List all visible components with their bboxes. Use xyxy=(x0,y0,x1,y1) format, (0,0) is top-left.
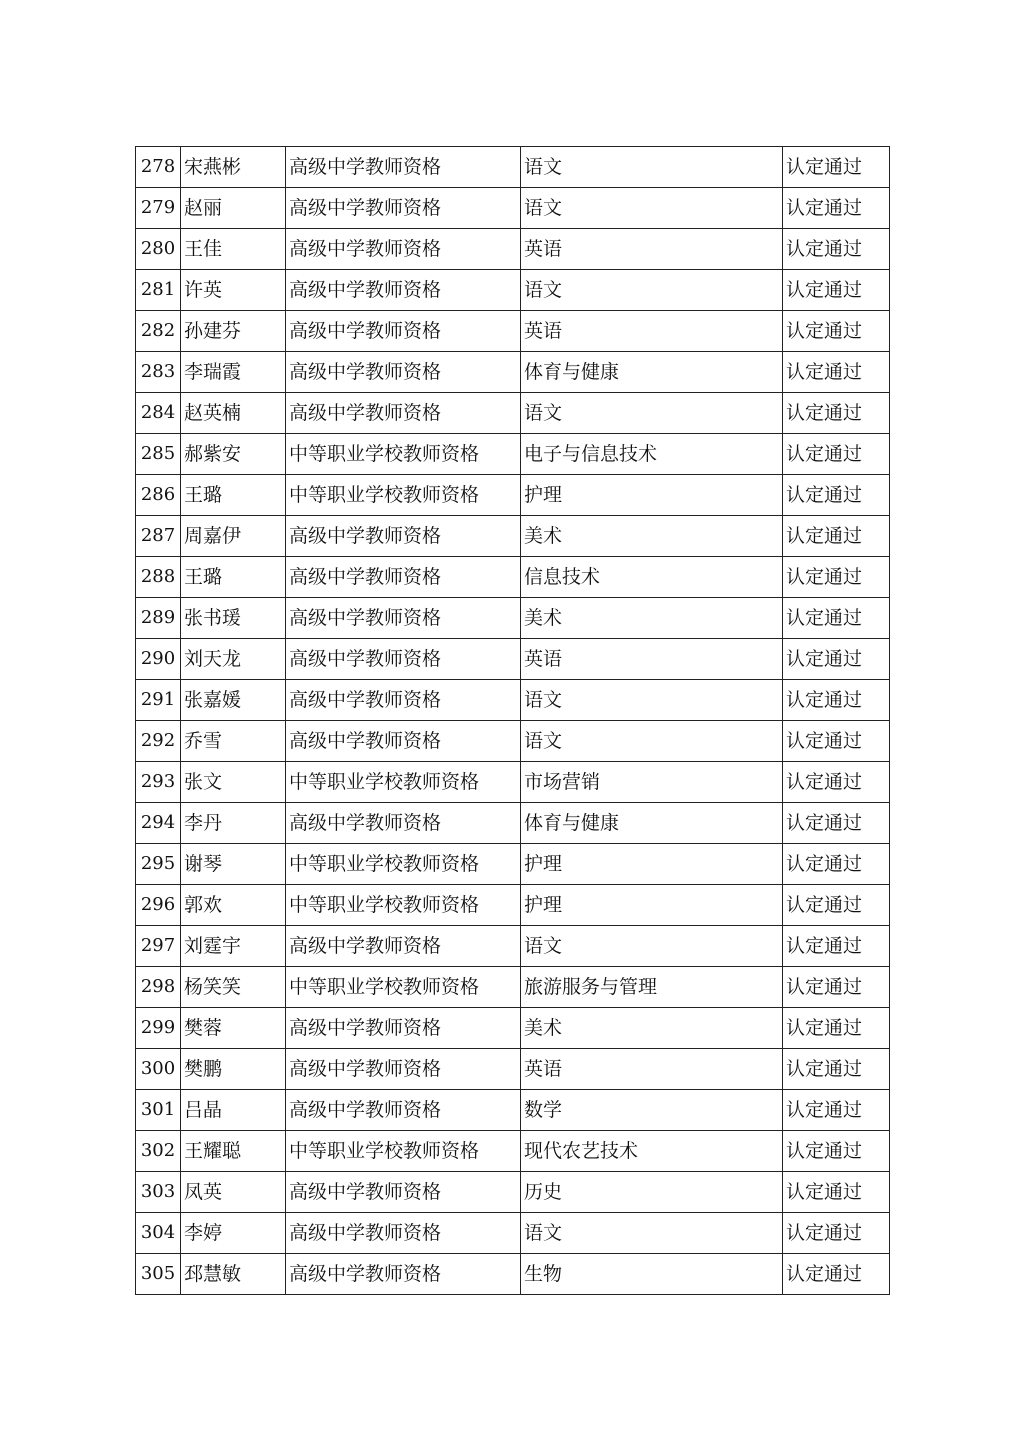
subject-cell: 护理 xyxy=(521,475,783,516)
applicant-name-cell: 周嘉伊 xyxy=(181,516,286,557)
subject-cell: 语文 xyxy=(521,270,783,311)
table-row xyxy=(136,926,890,967)
applicant-name-cell: 樊蓉 xyxy=(181,1008,286,1049)
table-row xyxy=(136,1254,890,1295)
qualification-type-cell: 高级中学教师资格 xyxy=(286,147,521,188)
row-number-cell: 304 xyxy=(136,1213,181,1254)
table-row xyxy=(136,762,890,803)
row-number-cell: 297 xyxy=(136,926,181,967)
applicant-name-cell: 刘霆宇 xyxy=(181,926,286,967)
table-row xyxy=(136,188,890,229)
qualification-type-cell: 高级中学教师资格 xyxy=(286,803,521,844)
certification-result-cell: 认定通过 xyxy=(783,516,890,557)
subject-cell: 语文 xyxy=(521,926,783,967)
subject-cell: 信息技术 xyxy=(521,557,783,598)
applicant-name-cell: 王耀聪 xyxy=(181,1131,286,1172)
subject-cell: 语文 xyxy=(521,721,783,762)
qualification-type-cell: 高级中学教师资格 xyxy=(286,557,521,598)
subject-cell: 语文 xyxy=(521,147,783,188)
applicant-name-cell: 凤英 xyxy=(181,1172,286,1213)
applicant-name-cell: 刘天龙 xyxy=(181,639,286,680)
table-row xyxy=(136,1049,890,1090)
applicant-name-cell: 郝紫安 xyxy=(181,434,286,475)
certification-result-cell: 认定通过 xyxy=(783,598,890,639)
qualification-type-cell: 高级中学教师资格 xyxy=(286,639,521,680)
row-number-cell: 283 xyxy=(136,352,181,393)
table-row xyxy=(136,229,890,270)
row-number-cell: 302 xyxy=(136,1131,181,1172)
qualification-type-cell: 中等职业学校教师资格 xyxy=(286,475,521,516)
certification-result-cell: 认定通过 xyxy=(783,352,890,393)
table-row xyxy=(136,1008,890,1049)
subject-cell: 美术 xyxy=(521,1008,783,1049)
row-number-cell: 287 xyxy=(136,516,181,557)
applicant-name-cell: 许英 xyxy=(181,270,286,311)
certification-result-cell: 认定通过 xyxy=(783,229,890,270)
table-row xyxy=(136,721,890,762)
subject-cell: 现代农艺技术 xyxy=(521,1131,783,1172)
applicant-name-cell: 宋燕彬 xyxy=(181,147,286,188)
subject-cell: 体育与健康 xyxy=(521,352,783,393)
table-body xyxy=(136,147,890,1295)
subject-cell: 语文 xyxy=(521,1213,783,1254)
applicant-name-cell: 杨笑笑 xyxy=(181,967,286,1008)
subject-cell: 数学 xyxy=(521,1090,783,1131)
qualification-type-cell: 高级中学教师资格 xyxy=(286,926,521,967)
applicant-name-cell: 李丹 xyxy=(181,803,286,844)
subject-cell: 英语 xyxy=(521,639,783,680)
table-row xyxy=(136,598,890,639)
applicant-name-cell: 樊鹏 xyxy=(181,1049,286,1090)
certification-result-cell: 认定通过 xyxy=(783,1254,890,1295)
qualification-type-cell: 高级中学教师资格 xyxy=(286,311,521,352)
subject-cell: 旅游服务与管理 xyxy=(521,967,783,1008)
applicant-name-cell: 王佳 xyxy=(181,229,286,270)
qualification-type-cell: 高级中学教师资格 xyxy=(286,229,521,270)
table-row xyxy=(136,1131,890,1172)
subject-cell: 语文 xyxy=(521,393,783,434)
table-row xyxy=(136,311,890,352)
table-row xyxy=(136,475,890,516)
table-row xyxy=(136,434,890,475)
qualification-type-cell: 高级中学教师资格 xyxy=(286,188,521,229)
qualification-type-cell: 高级中学教师资格 xyxy=(286,516,521,557)
subject-cell: 电子与信息技术 xyxy=(521,434,783,475)
certification-result-cell: 认定通过 xyxy=(783,393,890,434)
certification-result-cell: 认定通过 xyxy=(783,188,890,229)
qualification-type-cell: 高级中学教师资格 xyxy=(286,1254,521,1295)
row-number-cell: 299 xyxy=(136,1008,181,1049)
row-number-cell: 300 xyxy=(136,1049,181,1090)
applicant-name-cell: 李婷 xyxy=(181,1213,286,1254)
qualification-type-cell: 高级中学教师资格 xyxy=(286,352,521,393)
row-number-cell: 294 xyxy=(136,803,181,844)
row-number-cell: 298 xyxy=(136,967,181,1008)
table-row xyxy=(136,803,890,844)
table-row xyxy=(136,352,890,393)
subject-cell: 语文 xyxy=(521,188,783,229)
applicant-name-cell: 郭欢 xyxy=(181,885,286,926)
row-number-cell: 278 xyxy=(136,147,181,188)
subject-cell: 英语 xyxy=(521,229,783,270)
certification-result-cell: 认定通过 xyxy=(783,1131,890,1172)
certification-result-cell: 认定通过 xyxy=(783,1172,890,1213)
certification-result-cell: 认定通过 xyxy=(783,1090,890,1131)
certification-result-cell: 认定通过 xyxy=(783,803,890,844)
qualification-type-cell: 高级中学教师资格 xyxy=(286,1213,521,1254)
qualification-type-cell: 高级中学教师资格 xyxy=(286,721,521,762)
table-row xyxy=(136,516,890,557)
qualification-type-cell: 高级中学教师资格 xyxy=(286,270,521,311)
table-row xyxy=(136,1213,890,1254)
certification-result-cell: 认定通过 xyxy=(783,680,890,721)
qualification-type-cell: 高级中学教师资格 xyxy=(286,680,521,721)
subject-cell: 市场营销 xyxy=(521,762,783,803)
qualification-type-cell: 高级中学教师资格 xyxy=(286,1049,521,1090)
subject-cell: 护理 xyxy=(521,844,783,885)
row-number-cell: 295 xyxy=(136,844,181,885)
subject-cell: 历史 xyxy=(521,1172,783,1213)
row-number-cell: 289 xyxy=(136,598,181,639)
qualification-type-cell: 高级中学教师资格 xyxy=(286,393,521,434)
table-row xyxy=(136,147,890,188)
qualification-type-cell: 高级中学教师资格 xyxy=(286,598,521,639)
subject-cell: 护理 xyxy=(521,885,783,926)
row-number-cell: 279 xyxy=(136,188,181,229)
qualification-type-cell: 中等职业学校教师资格 xyxy=(286,844,521,885)
applicant-name-cell: 邳慧敏 xyxy=(181,1254,286,1295)
certification-result-cell: 认定通过 xyxy=(783,926,890,967)
table-row xyxy=(136,680,890,721)
table-row xyxy=(136,557,890,598)
subject-cell: 体育与健康 xyxy=(521,803,783,844)
table-row xyxy=(136,639,890,680)
applicant-name-cell: 王璐 xyxy=(181,475,286,516)
subject-cell: 美术 xyxy=(521,516,783,557)
certification-result-cell: 认定通过 xyxy=(783,885,890,926)
certification-result-cell: 认定通过 xyxy=(783,434,890,475)
certification-result-cell: 认定通过 xyxy=(783,1049,890,1090)
qualification-type-cell: 高级中学教师资格 xyxy=(286,1172,521,1213)
row-number-cell: 285 xyxy=(136,434,181,475)
applicant-name-cell: 赵英楠 xyxy=(181,393,286,434)
certification-result-cell: 认定通过 xyxy=(783,639,890,680)
table-row xyxy=(136,1090,890,1131)
certification-result-cell: 认定通过 xyxy=(783,762,890,803)
qualification-type-cell: 高级中学教师资格 xyxy=(286,1008,521,1049)
table-row xyxy=(136,1172,890,1213)
qualification-type-cell: 中等职业学校教师资格 xyxy=(286,885,521,926)
certification-result-cell: 认定通过 xyxy=(783,844,890,885)
subject-cell: 生物 xyxy=(521,1254,783,1295)
row-number-cell: 280 xyxy=(136,229,181,270)
row-number-cell: 282 xyxy=(136,311,181,352)
subject-cell: 英语 xyxy=(521,1049,783,1090)
subject-cell: 英语 xyxy=(521,311,783,352)
applicant-name-cell: 赵丽 xyxy=(181,188,286,229)
certification-result-cell: 认定通过 xyxy=(783,1213,890,1254)
row-number-cell: 303 xyxy=(136,1172,181,1213)
row-number-cell: 296 xyxy=(136,885,181,926)
row-number-cell: 292 xyxy=(136,721,181,762)
table-row xyxy=(136,844,890,885)
row-number-cell: 288 xyxy=(136,557,181,598)
row-number-cell: 281 xyxy=(136,270,181,311)
qualification-type-cell: 中等职业学校教师资格 xyxy=(286,967,521,1008)
applicant-name-cell: 乔雪 xyxy=(181,721,286,762)
certification-result-cell: 认定通过 xyxy=(783,147,890,188)
table-row xyxy=(136,885,890,926)
row-number-cell: 305 xyxy=(136,1254,181,1295)
certification-result-cell: 认定通过 xyxy=(783,557,890,598)
qualification-type-cell: 高级中学教师资格 xyxy=(286,1090,521,1131)
table-row xyxy=(136,270,890,311)
applicant-name-cell: 张嘉媛 xyxy=(181,680,286,721)
certification-result-cell: 认定通过 xyxy=(783,967,890,1008)
certification-result-cell: 认定通过 xyxy=(783,475,890,516)
row-number-cell: 286 xyxy=(136,475,181,516)
row-number-cell: 291 xyxy=(136,680,181,721)
qualification-type-cell: 中等职业学校教师资格 xyxy=(286,1131,521,1172)
applicant-name-cell: 王璐 xyxy=(181,557,286,598)
teacher-certification-table xyxy=(135,146,890,1295)
certification-result-cell: 认定通过 xyxy=(783,270,890,311)
applicant-name-cell: 张文 xyxy=(181,762,286,803)
qualification-type-cell: 中等职业学校教师资格 xyxy=(286,762,521,803)
qualification-type-cell: 中等职业学校教师资格 xyxy=(286,434,521,475)
certification-result-cell: 认定通过 xyxy=(783,1008,890,1049)
applicant-name-cell: 吕晶 xyxy=(181,1090,286,1131)
subject-cell: 美术 xyxy=(521,598,783,639)
certification-result-cell: 认定通过 xyxy=(783,721,890,762)
applicant-name-cell: 张书瑗 xyxy=(181,598,286,639)
row-number-cell: 284 xyxy=(136,393,181,434)
row-number-cell: 290 xyxy=(136,639,181,680)
applicant-name-cell: 谢琴 xyxy=(181,844,286,885)
certification-result-cell: 认定通过 xyxy=(783,311,890,352)
row-number-cell: 301 xyxy=(136,1090,181,1131)
applicant-name-cell: 孙建芬 xyxy=(181,311,286,352)
subject-cell: 语文 xyxy=(521,680,783,721)
applicant-name-cell: 李瑞霞 xyxy=(181,352,286,393)
table-row xyxy=(136,393,890,434)
table-row xyxy=(136,967,890,1008)
row-number-cell: 293 xyxy=(136,762,181,803)
